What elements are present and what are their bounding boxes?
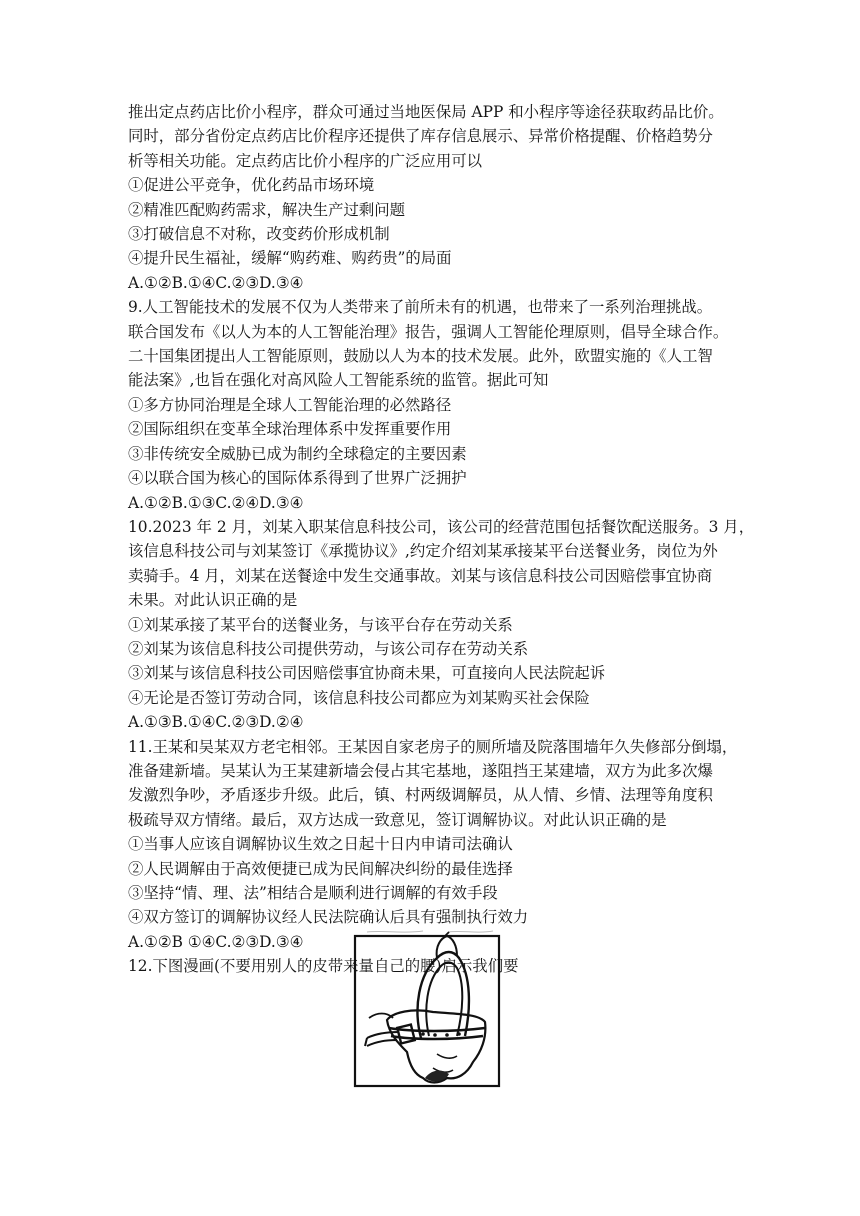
option-2: ②刘某为该信息科技公司提供劳动，与该公司存在劳动关系 (128, 639, 529, 658)
belt-band-bottom (391, 1036, 483, 1039)
strap-inner (426, 962, 462, 1036)
option-1: ①促进公平竞争，优化药品市场环境 (128, 176, 375, 195)
sketch-scribble (367, 931, 493, 932)
shading-line (433, 1054, 457, 1072)
question-stem-line: 二十国集团提出人工智能原则，鼓励以人为本的技术发展。此外，欧盟实施的《人工智 (128, 347, 713, 366)
belt-buckle (397, 1025, 414, 1044)
cartoon-figure (353, 928, 503, 1090)
question-stem-line: 10.2023 年 2 月，刘某入职某信息科技公司，该公司的经营范围包括餐饮配送服务。3 月， (128, 517, 755, 536)
option-4: ④无论是否签订劳动合同，该信息科技公司都应为刘某购买社会保险 (128, 688, 590, 707)
belt-cartoon-drawing (353, 928, 503, 1090)
option-4: ④以联合国为核心的国际体系得到了世界广泛拥护 (128, 469, 467, 488)
option-2: ②人民调解由于高效便捷已成为民间解决纠纷的最佳选择 (128, 859, 513, 878)
belt-hole (445, 1033, 449, 1037)
option-4: ④提升民生福祉，缓解“购药难、购药贵”的局面 (128, 249, 452, 268)
answer-choices: A.①②B.①③C.②④D.③④ (128, 493, 304, 512)
option-3: ③坚持“情、理、法”相结合是顺利进行调解的有效手段 (128, 884, 498, 902)
intro-line: 析等相关功能。定点药店比价小程序的广泛应用可以 (128, 151, 482, 170)
belt-hole (457, 1032, 461, 1036)
question-stem-line: 11.王某和吴某双方老宅相邻。王某因自家老房子的厕所墙及院落围墙年久失修部分倒塌， (128, 737, 738, 756)
question-stem-line: 未果。对此认识正确的是 (128, 591, 298, 610)
option-3: ③刘某与该信息科技公司因赔偿事宜协商未果，可直接向人民法院起诉 (128, 664, 606, 683)
question-stem-line: 9.人工智能技术的发展不仅为人类带来了前所未有的机遇，也带来了一系列治理挑战。 (128, 298, 713, 317)
question-9 (128, 295, 768, 515)
option-3: ③打破信息不对称，改变药价形成机制 (128, 225, 390, 244)
answer-choices: A.①③B.①④C.②③D.②④ (128, 713, 304, 732)
belt-band-top (389, 1028, 485, 1031)
question-8-continued (128, 100, 768, 295)
belt-hole (421, 1032, 425, 1036)
question-stem-line: 卖骑手。4 月，刘某在送餐途中发生交通事故。刘某与该信息科技公司因赔偿事宜协商 (128, 566, 713, 585)
option-2: ②国际组织在变革全球治理体系中发挥重要作用 (128, 420, 452, 439)
question-stem-line: 准备建新墙。吴某认为王某建新墙会侵占其宅基地，遂阻挡王某建墙，双方为此多次爆 (128, 761, 713, 780)
option-1: ①刘某承接了某平台的送餐业务，与该平台存在劳动关系 (128, 615, 513, 634)
question-stem-line: 该信息科技公司与刘某签订《承揽协议》,约定介绍刘某承接某平台送餐业务，岗位为外 (128, 542, 718, 561)
answer-choices: A.①②B ①④C.②③D.③④ (128, 932, 304, 951)
option-1: ①多方协同治理是全球人工智能治理的必然路径 (128, 395, 452, 414)
question-stem-line: 能法案》,也旨在强化对高风险人工智能系统的监管。据此可知 (128, 371, 549, 390)
intro-line: 推出定点药店比价小程序，群众可通过当地医保局 APP 和小程序等途径获取药品比价。 (128, 103, 724, 121)
question-stem-line: 发激烈争吵，矛盾逐步升级。此后，镇、村两级调解员，从人情、乡情、法理等角度积 (128, 786, 713, 805)
option-1: ①当事人应该自调解协议生效之日起十日内申请司法确认 (128, 835, 513, 854)
question-11 (128, 735, 768, 955)
question-content (128, 100, 768, 979)
question-stem-line: 12.下图漫画(不要用别人的皮带来量自己的腰)启示我们要 (128, 957, 519, 976)
option-4: ④双方签订的调解协议经人民法院确认后具有强制执行效力 (128, 908, 529, 927)
belt-hole (433, 1033, 437, 1037)
question-stem-line: 联合国发布《以人为本的人工智能治理》报告，强调人工智能伦理原则，倡导全球合作。 (128, 322, 729, 341)
answer-choices: A.①②B.①④C.②③D.③④ (128, 273, 304, 292)
question-10 (128, 515, 768, 735)
option-3: ③非传统安全威胁已成为制约全球稳定的主要因素 (128, 444, 467, 463)
option-2: ②精准匹配购药需求，解决生产过剩问题 (128, 200, 406, 219)
question-stem-line: 极疏导双方情绪。最后，双方达成一致意见，签订调解协议。对此认识正确的是 (128, 810, 667, 829)
intro-line: 同时，部分省份定点药店比价程序还提供了库存信息展示、异常价格提醒、价格趋势分 (128, 127, 713, 146)
belt-tail-end (365, 1038, 367, 1046)
